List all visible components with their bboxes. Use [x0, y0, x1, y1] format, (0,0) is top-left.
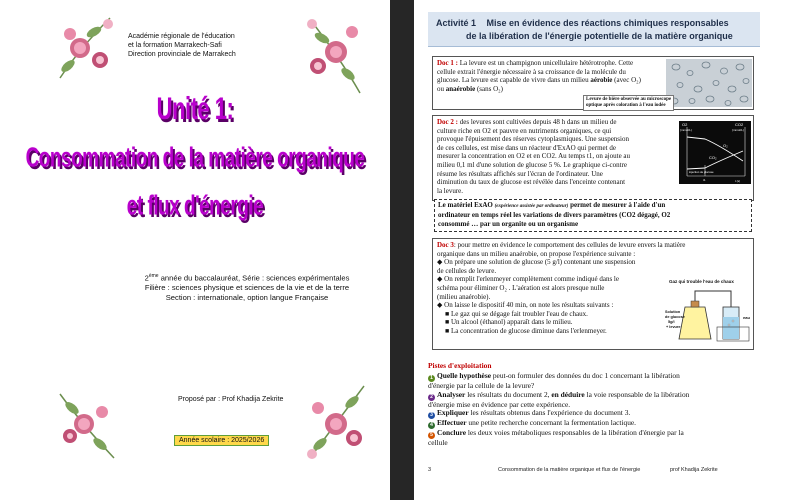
flower-decoration-bottom-right-icon — [300, 378, 372, 468]
footer-author: prof Khadija Zekrite — [670, 467, 718, 473]
flower-decoration-bottom-left-icon — [52, 384, 122, 464]
fermentation-apparatus-diagram — [665, 277, 755, 347]
doc-2-label: Doc 2 : — [437, 118, 458, 126]
doc-3-label: Doc 3 — [437, 241, 454, 249]
activity-title-line-1: Mise en évidence des réactions chimiques responsables — [486, 18, 729, 28]
exploitation-questions: Pistes d'exploitation 1 Quelle hypothèse peut-on formuler des données du doc 1 concernant la libération d'énergie par la cellule de la levure? 2 Analyser les résultats du document 2, en déduire la voie responsable de la libération d'énergie mise en évidence par cette expérience. 3 Expliquer les résultats obtenus dans l'expérience du document 3. 4 Effectuer une petite recherche concernant la fermentation lactique. 5 Conclure les deux voies métaboliques responsables de la libération d'énergie par la cellule — [428, 362, 778, 448]
activity-title-line-2: de la libération de l'énergie potentielle de la matière organique — [466, 31, 733, 41]
bullet-1-icon: 1 — [428, 375, 435, 382]
graph-injection-label: injection de glucose — [689, 170, 714, 174]
yeast-microscope-image — [666, 59, 752, 107]
activity-number: Activité 1 — [436, 18, 477, 28]
cover-page — [0, 0, 390, 500]
exao-definition-box: Le matériel ExAO (expérience assistée par ordinateur) permet de mesurer à l'aide d'un ordinateur en temps réel les variations de divers paramètres (CO2 dégagé, O2 consommé … par un organite ou un organisme — [434, 199, 752, 232]
doc-3-box: Doc 3: pour mettre en évidence le comportement des cellules de levure envers la matière organique dans un milieu anaérobie, on propose l'expérience suivante : ◆ On prépare une solution de glucose (5 g/l) contenant une suspension de cellules de levure. ◆ On remplit l'erlenmeyer complètement comme indiqué dans le schéma pour éliminer O₂ . L'aération est alors presque nulle (milieu anaérobie). ◆ On laisse le dispositif 40 min, on note les résultats suivants : ■ Le gaz qui se dégage fait troubler l'eau de chaux. ■ Un alcool (éthanol) apparaît dans le milieu. ■ La concentration de glucose diminue dans l'erlenmeyer. Gaz qui trouble l'eau de chaux Solution de glucose 5g/l + levure eau — [432, 238, 754, 350]
graph-co2-unit: (mmol/L) — [732, 128, 744, 132]
bullet-4-icon: 4 — [428, 422, 435, 429]
course-info — [112, 272, 382, 302]
graph-o2-curve-label: O₂ — [723, 143, 728, 148]
doc-1-caption: Levure de bière observée au microscope optique après coloration à l'eau iodée — [583, 95, 674, 111]
academy-line-2: et la formation Marrakech-Safi — [128, 42, 222, 49]
graph-co2-label: CO2 — [735, 122, 744, 127]
question-2: 2 Analyser les résultats du document 2, en déduire la voie responsable de la libération — [428, 391, 778, 401]
graph-co2-curve-label: CO₂ — [709, 155, 717, 160]
doc-2-box: Doc 2 : des levures sont cultivées depuis 48 h dans un milieu de culture riche en O2 et pauvre en nutriments organiques, ce qui provoque l'épuisement des réserves cytoplasmiques. Une suspension de ces cellules, est mise dans un réacteur d'ExAO qui permet de mesurer la concentration en O2 et en CO2. Au temps t1, on ajoute au milieu 0,1 ml d'une solution de glucose 5 %. Le graphique ci-contre résume les résultats affichés sur l'écran de l'ordinateur. Une diminution du taux de glucose est révélée dans l'enceinte contenant la levure. O2 (mmol/L) CO2 (mmol/L) O₂ CO₂ injection de glucose t1 t (s) — [432, 115, 754, 201]
apparatus-solution-label-4: + levure — [666, 325, 681, 329]
apparatus-solution-label-2: de glucose — [665, 315, 685, 319]
unit-title-line-2: Consommation de la matière organique — [25, 143, 365, 174]
question-1: 1 Quelle hypothèse peut-on formuler des données du doc 1 concernant la libération — [428, 372, 778, 382]
graph-o2-unit: (mmol/L) — [680, 128, 692, 132]
course-info-filiere: Filière : sciences physique et sciences de la vie et de la terre — [144, 283, 350, 293]
unit-title-line-1: Unité 1: — [156, 90, 234, 127]
graph-t1-label: t1 — [703, 178, 706, 182]
apparatus-gas-label: Gaz qui trouble l'eau de chaux — [669, 279, 734, 284]
question-3: 3 Expliquer les résultats obtenus dans l'expérience du document 3. — [428, 409, 778, 419]
academy-line-3: Direction provinciale de Marrakech — [128, 51, 236, 58]
pistes-title: Pistes d'exploitation — [428, 361, 492, 370]
course-info-section: Section : internationale, option langue Française — [165, 292, 329, 302]
course-info-year: 2ème année du baccalauréat, Série : sciences expérimentales — [144, 273, 350, 283]
academy-header — [128, 32, 288, 59]
unit-title-line-3: et flux d'énergie — [126, 191, 264, 222]
question-4: 4 Effectuer une petite recherche concernant la fermentation lactique. — [428, 419, 778, 429]
question-5: 5 Conclure les deux voies métaboliques responsables de la libération d'énergie par la — [428, 429, 778, 439]
doc-1-box: Doc 1 : La levure est un champignon unicellulaire hétérotrophe. Cette cellule extrait l'énergie nécessaire à sa croissance de la molécule du glucose. La levure est capable de vivre dans un milieu aérobie (avec O₂) ou anaérobie (sans O₂) Levure de bière observée au microscope optique après coloration à l'eau iodée — [432, 56, 754, 110]
school-year-badge: Année scolaire : 2025/2026 — [174, 435, 269, 446]
flower-decoration-top-right-icon — [300, 8, 370, 98]
footer-course-title: Consommation de la matière organique et flux de l'énergie — [498, 467, 641, 473]
activity-page — [414, 0, 800, 500]
graph-o2-label: O2 — [682, 122, 688, 127]
activity-header — [428, 12, 760, 47]
doc-1-label: Doc 1 : — [437, 59, 458, 67]
apparatus-water-label: eau — [743, 315, 750, 320]
page-number: 3 — [428, 467, 432, 473]
bullet-3-icon: 3 — [428, 412, 435, 419]
proposed-by: Proposé par : Prof Khadija Zekrite — [178, 396, 284, 403]
graph-x-label: t (s) — [735, 179, 741, 183]
apparatus-solution-label-1: Solution — [665, 310, 681, 314]
bullet-5-icon: 5 — [428, 432, 435, 439]
academy-line-1: Académie régionale de l'éducation — [128, 33, 235, 40]
flower-decoration-top-left-icon — [50, 8, 120, 88]
bullet-2-icon: 2 — [428, 394, 435, 401]
apparatus-solution-label-3: 5g/l — [668, 320, 675, 324]
exao-graph — [679, 121, 751, 184]
